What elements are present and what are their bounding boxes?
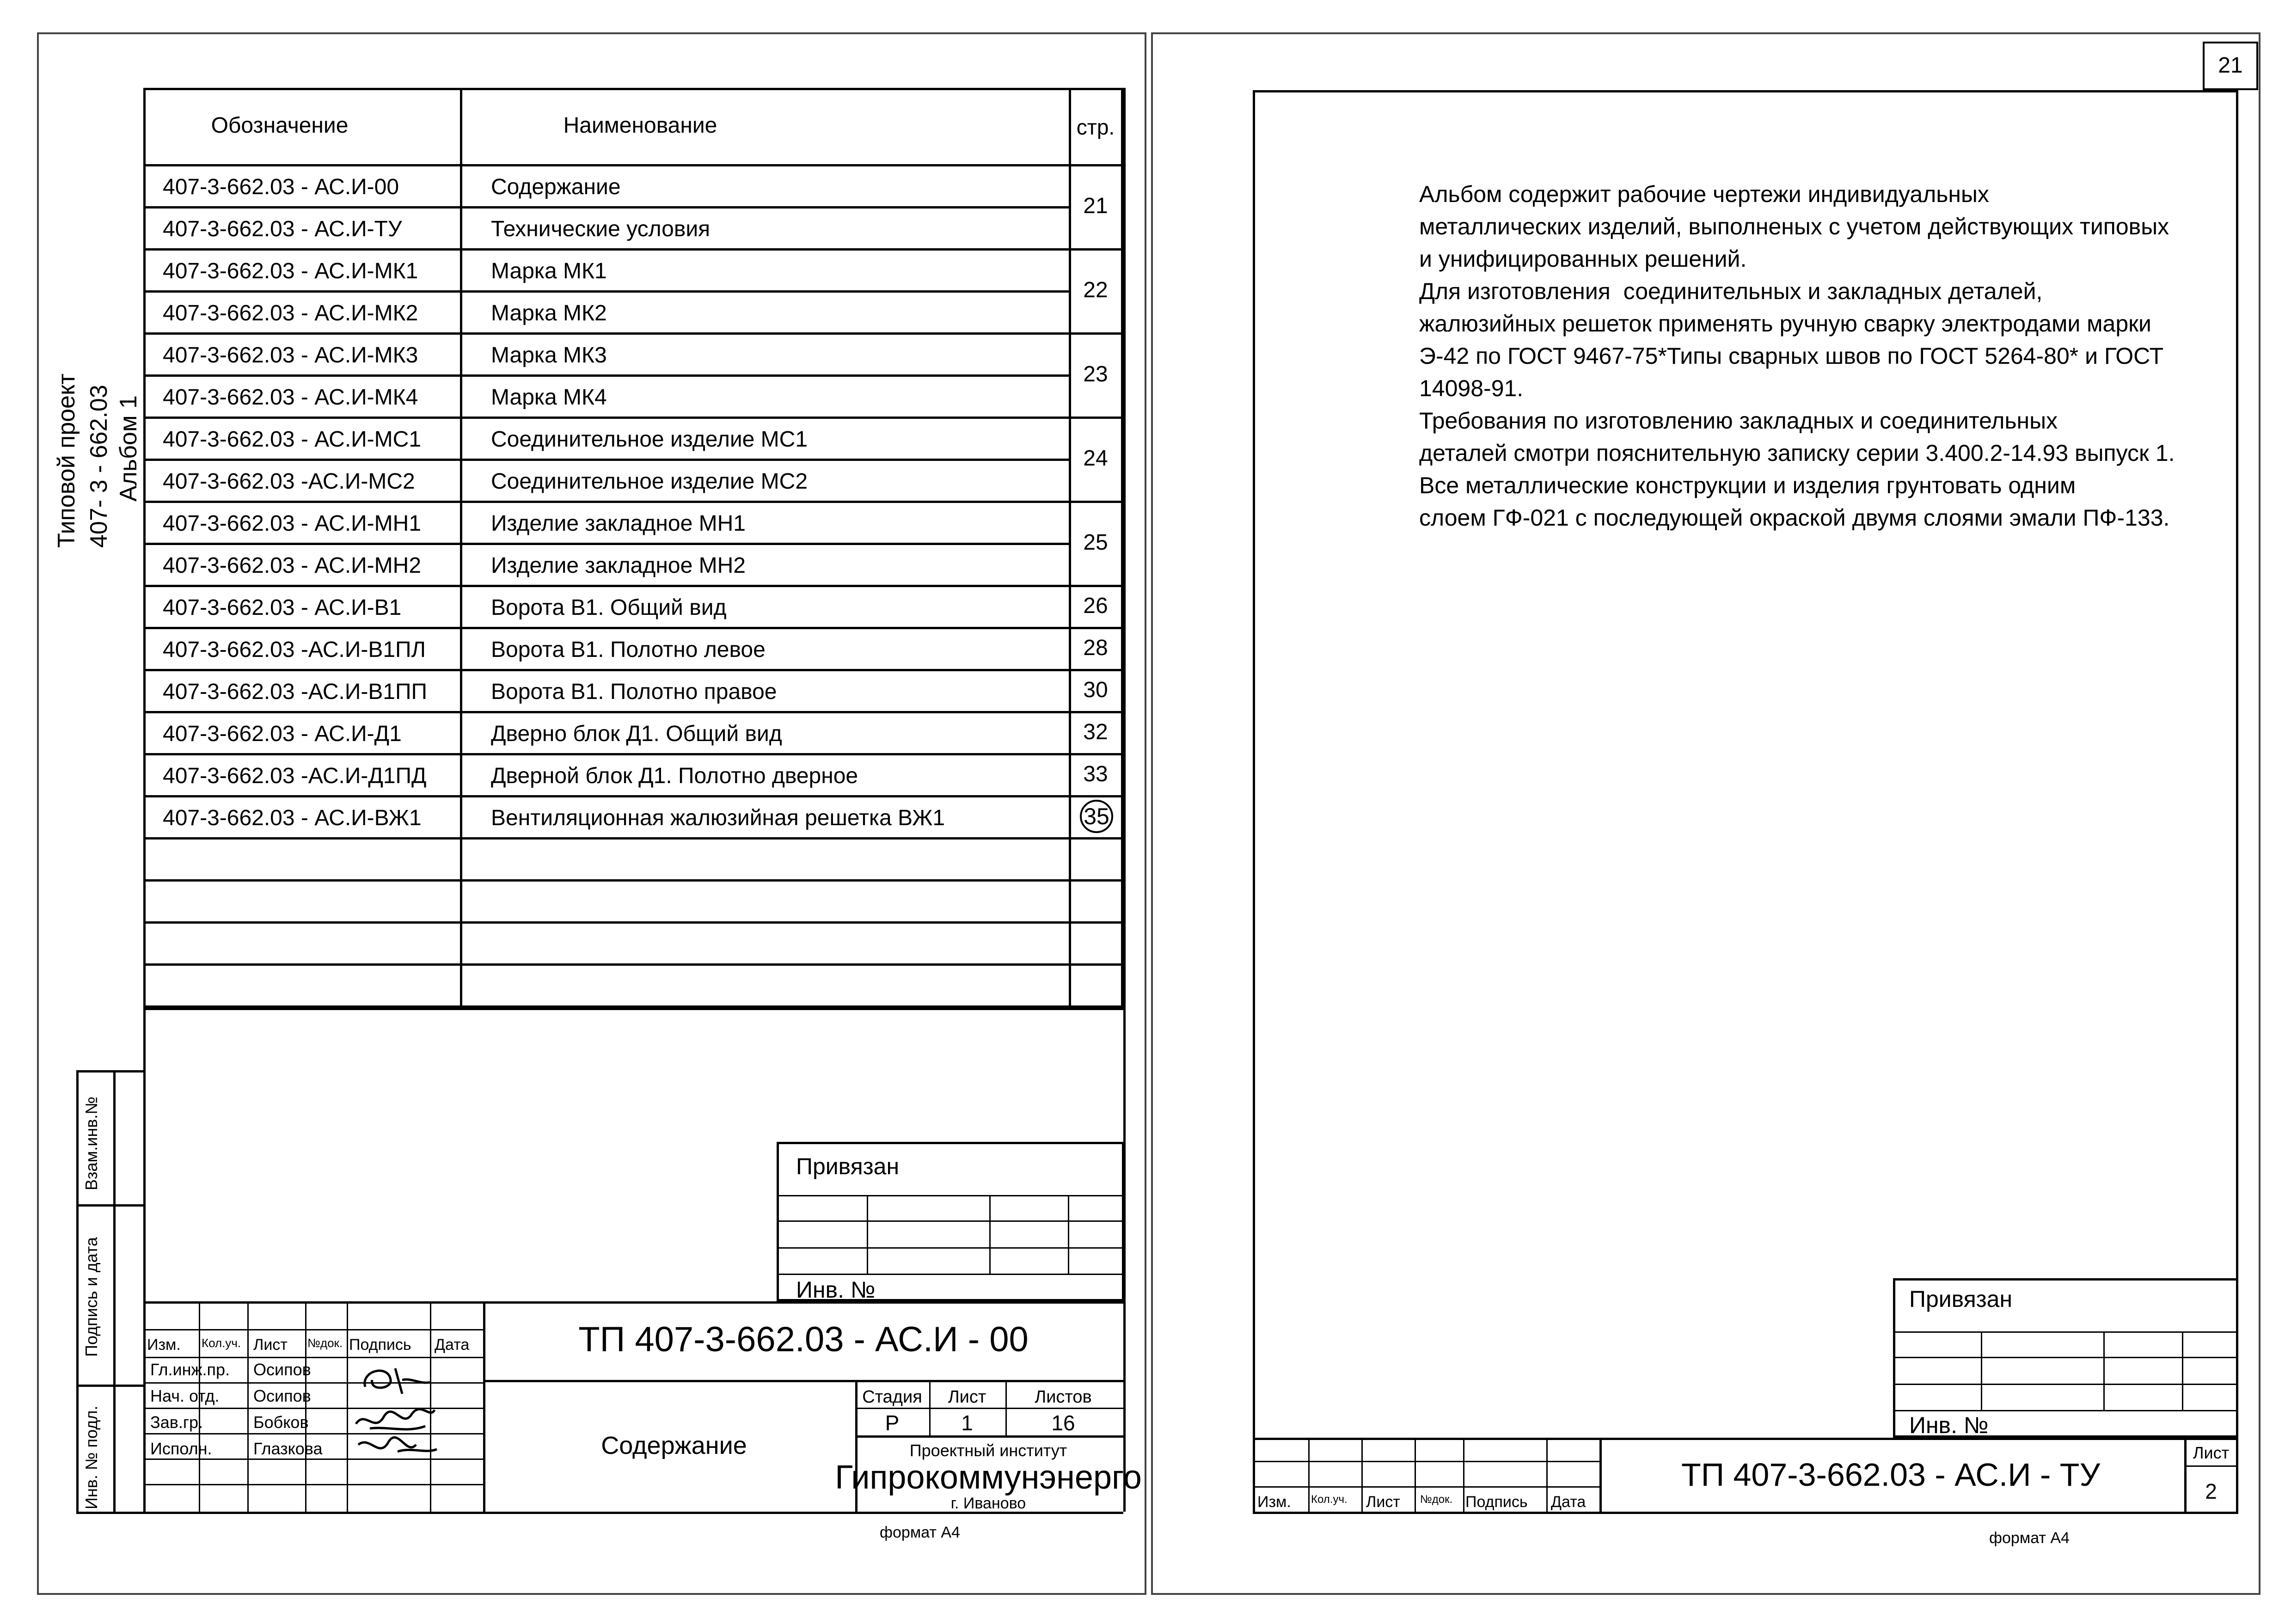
page-number: 21 [2218,53,2243,78]
stamp-person: Глазкова [253,1439,323,1458]
page-number-cell: 26 [1083,593,1108,618]
header-page: стр. [1076,115,1115,139]
rule-line [143,963,1123,966]
stamp-head-ndok: №док. [307,1336,343,1350]
rule-line [143,585,1123,587]
row-name: Изделие закладное МН1 [491,511,746,536]
inv-no-label: Инв. № [796,1277,876,1303]
row-designation: 407-3-662.03 - АС.И-00 [163,175,399,199]
stamp-head-data: Дата [435,1336,470,1354]
rule-line [1599,1438,1601,1514]
rule-line [143,501,1123,503]
page-number-cell: 23 [1083,362,1108,386]
row-designation: 407-3-662.03 - АС.И-МК2 [163,301,418,325]
right-list-label: Лист [2193,1443,2230,1462]
rule-line [143,837,1123,840]
rule-line [199,1301,200,1512]
page-number-cell: 24 [1083,446,1108,471]
vzam-inv-label: Взам.инв.№ [82,1096,101,1190]
row-name: Технические условия [491,217,711,241]
row-designation: 407-3-662.03 - АС.И-МК1 [163,259,418,283]
right-list-value: 2 [2205,1479,2217,1503]
rule-line [143,627,1123,629]
row-name: Изделие закладное МН2 [491,553,746,578]
left-format: формат А4 [880,1524,960,1541]
page-number-cell: 30 [1083,677,1108,702]
row-name: Ворота В1. Общий вид [491,595,727,620]
right-stamp-head-list: Лист [1366,1493,1400,1511]
page-number-cell: 21 [1083,194,1108,218]
rule-line [143,1484,483,1485]
stamp-head-kol: Кол.уч. [202,1336,241,1350]
right-stamp-code: ТП 407-3-662.03 - АС.И - ТУ [1681,1457,2101,1493]
signature-glazkova [351,1431,439,1468]
stamp-role: Зав.гр. [150,1413,203,1432]
right-format: формат А4 [1989,1529,2070,1547]
right-stamp-head-data: Дата [1551,1493,1586,1511]
paragraph-4: Все металлические конструкции и изделия грунтовать одним слоем ГФ-021 с последующей окраской двумя слоями эмали ПФ-133. [1419,472,2170,531]
row-designation: 407-3-662.03 - АС.И-МН2 [163,553,422,578]
sheets-value: 16 [1051,1411,1075,1435]
row-designation: 407-3-662.03 - АС.И-МН1 [163,511,422,536]
rule-line [143,290,1069,293]
page-number-cell: 28 [1083,635,1108,660]
row-name: Марка МК2 [491,301,607,325]
rule-line [143,879,1123,882]
stamp-code: ТП 407-3-662.03 - АС.И - 00 [578,1320,1029,1359]
privyazan-label: Привязан [796,1153,900,1179]
rule-line [143,921,1123,924]
stamp-role: Исполн. [150,1439,212,1458]
row-name: Дверной блок Д1. Полотно дверное [491,764,858,788]
right-stamp-head-kol: Кол.уч. [1311,1493,1348,1506]
rule-line [143,1005,1123,1008]
rule-line [143,374,1069,377]
rule-line [143,1329,483,1330]
row-name: Марка МК4 [491,385,607,410]
rule-line [247,1301,249,1512]
rule-line [1463,1438,1464,1514]
row-name: Соединительное изделие МС2 [491,469,808,494]
rule-line [1546,1438,1548,1514]
right-privyazan-label: Привязан [1909,1286,2013,1312]
sheet-value: 1 [961,1411,973,1435]
row-name: Содержание [491,175,621,199]
rule-line [1415,1438,1416,1514]
rule-line [347,1301,348,1512]
row-designation: 407-3-662.03 - АС.И-МК3 [163,343,418,368]
stamp-person: Бобков [253,1413,309,1432]
sheet-label: Лист [948,1387,986,1407]
stage-value: Р [885,1411,900,1435]
row-designation: 407-3-662.03 - АС.И-МК4 [163,385,418,410]
stamp-role: Гл.инж.пр. [150,1360,230,1379]
row-name: Марка МК3 [491,343,607,368]
row-designation: 407-3-662.03 - АС.И-МС1 [163,427,422,452]
inv-podl-label: Инв. № подл. [82,1405,101,1509]
paragraph-2: Для изготовления соединительных и закладных деталей, жалюзийных решеток применять ручную сварку электродами марки Э-42 по ГОСТ 9467-75*Типы сварных швов по ГОСТ 5264-80* и ГОСТ 14098-91. [1419,278,2164,401]
rule-line [143,206,1069,208]
right-stamp-head-izm: Изм. [1257,1493,1291,1511]
rule-line [143,795,1123,797]
page-number-circled: 35 [1084,803,1109,829]
rule-line [1361,1438,1363,1514]
row-designation: 407-3-662.03 -АС.И-Д1ПД [163,764,427,788]
side-title-line1: Типовой проект [53,373,80,548]
stamp-person: Осипов [253,1386,311,1405]
rule-line [483,1301,484,1512]
stamp-head-izm: Изм. [147,1336,181,1354]
right-inv-no-label: Инв. № [1909,1412,1989,1438]
rule-line [143,669,1123,671]
signature-osipov [351,1361,439,1398]
stage-label: Стадия [862,1387,922,1407]
rule-line [1308,1438,1310,1514]
rule-line [143,248,1123,251]
org-line1: Проектный институт [909,1441,1067,1460]
stamp-role: Нач. отд. [150,1386,220,1405]
side-title-line3: Альбом 1 [115,395,142,502]
row-designation: 407-3-662.03 -АС.И-МС2 [163,469,415,494]
row-designation: 407-3-662.03 -АС.И-В1ПЛ [163,637,426,662]
org-name: Гипрокоммунэнерго [835,1459,1142,1496]
page-circled [1080,800,1113,833]
row-name: Ворота В1. Полотно левое [491,637,766,662]
page-number-cell: 33 [1083,761,1108,786]
stamp-person: Осипов [253,1360,311,1379]
rule-line [143,417,1123,419]
rule-line [305,1301,306,1512]
row-designation: 407-3-662.03 - АС.И-Д1 [163,722,402,746]
podpis-data-label: Подпись и дата [82,1237,101,1357]
rule-line [143,1357,483,1358]
right-stamp-head-podpis: Подпись [1465,1493,1528,1511]
rule-line [143,332,1123,335]
org-city: г. Иваново [950,1495,1026,1512]
row-designation: 407-3-662.03 -АС.И-В1ПП [163,680,428,704]
rule-line [143,753,1123,755]
row-name: Дверно блок Д1. Общий вид [491,722,782,746]
rule-line [143,711,1123,713]
row-name: Соединительное изделие МС1 [491,427,808,452]
stamp-head-podpis: Подпись [349,1336,411,1354]
page-number-cell: 22 [1083,278,1108,302]
header-designation: Обозначение [211,113,349,138]
header-name: Наименование [563,113,717,138]
stamp-head-list: Лист [253,1336,288,1354]
paragraph-1: Альбом содержит рабочие чертежи индивидуальных металлических изделий, выполненых с учетом действующих типовых и унифицированных решений. [1419,181,2169,272]
row-designation: 407-3-662.03 - АС.И-В1 [163,595,402,620]
row-designation: 407-3-662.03 - АС.И-ТУ [163,217,402,241]
row-name: Ворота В1. Полотно правое [491,680,777,704]
right-stamp-head-ndok: №док. [1420,1493,1453,1506]
row-name: Вентиляционная жалюзийная решетка ВЖ1 [491,806,945,830]
rule-line [143,543,1069,545]
page-number-cell: 25 [1083,530,1108,555]
row-designation: 407-3-662.03 - АС.И-ВЖ1 [163,806,422,830]
stamp-title: Содержание [601,1432,747,1459]
rule-line [143,1301,145,1512]
rule-line [143,459,1069,461]
side-title-line2: 407- 3 - 662.03 [86,385,112,548]
paragraph-3: Требования по изготовлению закладных и соединительных деталей смотри пояснительную записку серии 3.400.2-14.93 выпуск 1. [1419,408,2175,466]
page-number-cell: 32 [1083,719,1108,744]
sheets-label: Листов [1035,1387,1092,1407]
row-name: Марка МК1 [491,259,607,283]
